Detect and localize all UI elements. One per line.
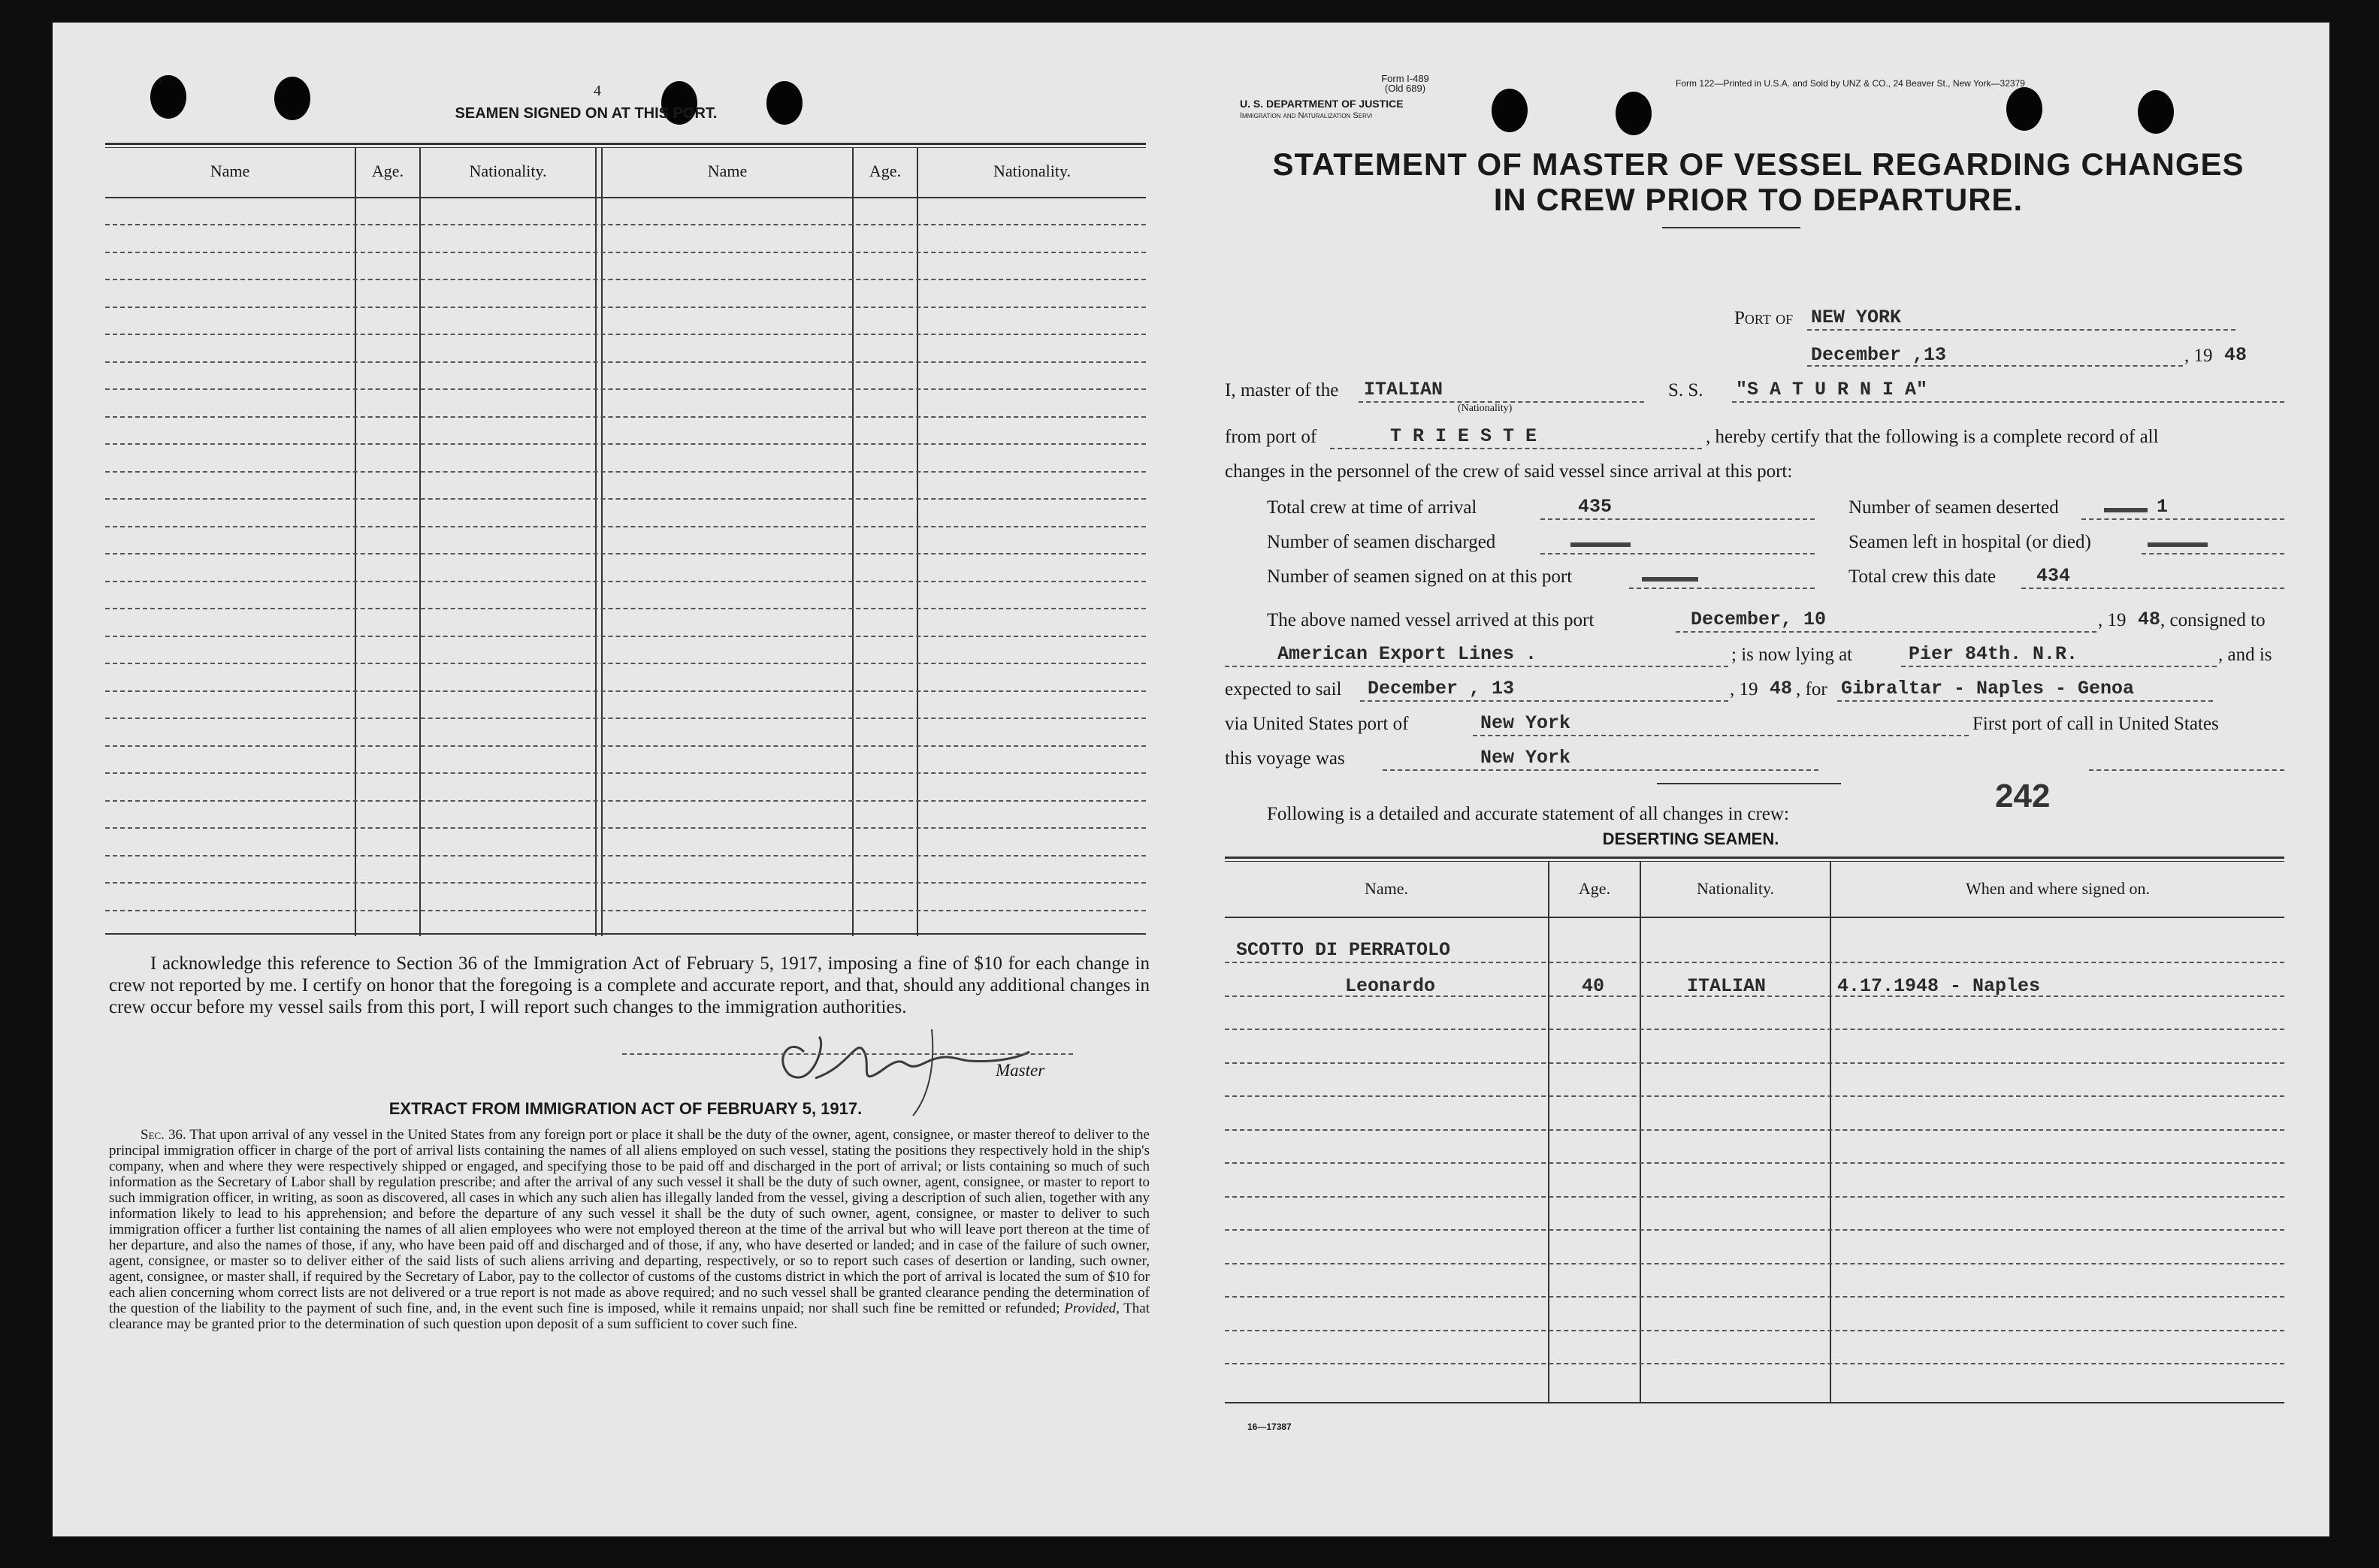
row-rule xyxy=(105,279,1146,280)
consignee: American Export Lines . xyxy=(1277,643,1537,665)
row-rule xyxy=(105,498,1146,500)
row-rule xyxy=(1225,1330,2284,1331)
strike-out xyxy=(2148,542,2208,547)
seaman-surname: SCOTTO DI PERRATOLO xyxy=(1236,939,1451,961)
row-rule xyxy=(105,772,1146,774)
row-rule xyxy=(1225,1363,2284,1364)
consigned-label: , consigned to xyxy=(2160,610,2266,630)
hospital-label: Seamen left in hospital (or died) xyxy=(1848,532,2091,552)
row-rule xyxy=(105,745,1146,747)
deserted-value: 1 xyxy=(2157,496,2169,518)
row-rule xyxy=(1225,1095,2284,1097)
ship-name: "S A T U R N I A" xyxy=(1736,379,1928,400)
total-date-label: Total crew this date xyxy=(1848,566,1997,587)
expected-date: December , 13 xyxy=(1368,678,1515,699)
arrived-year: 48 xyxy=(2138,609,2161,630)
column-header: Age. xyxy=(869,162,902,180)
column-header: Nationality. xyxy=(469,162,547,180)
column-header: Nationality. xyxy=(1696,879,1775,898)
row-rule xyxy=(105,443,1146,445)
signed-on-label: Number of seamen signed on at this port xyxy=(1267,566,1573,587)
master-label: Master xyxy=(996,1061,1045,1080)
port-value: NEW YORK xyxy=(1811,307,1902,328)
row-rule xyxy=(105,608,1146,609)
column-header: When and where signed on. xyxy=(1966,879,2150,898)
arrived-year-prefix: , 19 xyxy=(2098,610,2127,630)
row-rule xyxy=(105,252,1146,253)
following-text: Following is a detailed and accurate statement of all changes in crew: xyxy=(1267,804,1789,824)
printer-note: Form 122—Printed in U.S.A. and Sold by UNZ & CO., 24 Beaver St., New York—32379 xyxy=(1676,78,2025,89)
row-rule xyxy=(105,361,1146,363)
row-rule xyxy=(1225,1296,2284,1298)
row-rule xyxy=(1225,1062,2284,1064)
arrived-label: The above named vessel arrived at this port xyxy=(1267,610,1595,630)
nationality-caption: (Nationality) xyxy=(1458,403,1513,414)
expected-year-prefix: , 19 xyxy=(1730,679,1758,699)
changes-text: changes in the personnel of the crew of said vessel since arrival at this port: xyxy=(1225,461,1793,482)
punch-hole xyxy=(150,75,186,119)
for-label: , for xyxy=(1796,679,1827,699)
from-port-value: T R I E S T E xyxy=(1390,425,1537,447)
seaman-nationality: ITALIAN xyxy=(1687,975,1767,997)
punch-hole xyxy=(1616,92,1652,135)
deserting-title: DESERTING SEAMEN. xyxy=(1602,829,1779,848)
column-header: Nationality. xyxy=(993,162,1072,180)
row-rule xyxy=(1225,962,2284,963)
strike-out xyxy=(1642,577,1698,582)
row-rule xyxy=(105,334,1146,335)
row-rule xyxy=(1225,1162,2284,1164)
row-rule xyxy=(105,307,1146,308)
row-rule xyxy=(105,882,1146,884)
row-rule xyxy=(105,416,1146,418)
voyage-label: this voyage was xyxy=(1225,748,1345,769)
total-date-value: 434 xyxy=(2036,565,2071,587)
column-header: Name xyxy=(210,162,250,180)
lying-label: ; is now lying at xyxy=(1731,645,1853,665)
row-rule xyxy=(105,690,1146,692)
arrived-date: December, 10 xyxy=(1691,609,1827,630)
acknowledgment-text: I acknowledge this reference to Section 36 of the Immigration Act of February 5, 1917, imposing a fine of $10 for each change in crew not reported by me. I certify on honor that the foregoing is a complete and accurate report, and that, should any additional changes in crew occur before my vessel sails from this port, I will report such changes to the immigration authorities. xyxy=(109,953,1150,1017)
expected-label: expected to sail xyxy=(1225,679,1342,699)
strike-out xyxy=(1570,542,1631,547)
department: U. S. DEPARTMENT OF JUSTICE xyxy=(1240,98,1404,110)
form-title-line2: IN CREW PRIOR TO DEPARTURE. xyxy=(1493,182,2024,217)
row-rule xyxy=(105,636,1146,637)
row-rule xyxy=(105,663,1146,664)
port-label: Port of xyxy=(1734,308,1794,328)
ss-label: S. S. xyxy=(1668,380,1703,400)
destinations: Gibraltar - Naples - Genoa xyxy=(1841,678,2135,699)
punch-hole xyxy=(2138,90,2174,134)
seaman-signed-on: 4.17.1948 - Naples xyxy=(1837,975,2041,997)
extract-text: Sec. 36. That upon arrival of any vessel in the United States from any foreign port or place it shall be the duty of the owner, agent, consignee, or master thereof to deliver to the principal immigration officer in charge of the port of arrival lists containing the names of all aliens employed on such vessel, stating the positions they respectively hold in the ship's company, when and where they were respectively shipped or engaged, and specifying those to be paid off and discharged in the port of arrival; or lists containing so much of such information as the Secretary of Labor shall by regulation prescribe; and after the arrival of any such vessel it shall be the duty of such owner, agent, consignee, or master to report to such immigration officer, in writing, as soon as discovered, all cases in which any such alien has illegally landed from the vessel, giving a description of such alien, together with any information likely to lead to his apprehension; and before the departure of any such vessel it shall be the duty of such owner, agent, consignee, or master to deliver to such immigration officer a further list containing the names of all alien employees who were not employed thereon at the time of the arrival but who will leave port thereon at the time of her departure, and also the names of those, if any, who have been paid off and discharged and of those, if any, who have deserted or landed; and in case of the failure of such owner, agent, consignee, or master so to deliver either of the said lists of such aliens arriving and departing, respectively, or so to report such cases of desertion or landing, such owner, agent, consignee, or master shall, if required by the Secretary of Labor, pay to the collector of customs of the customs district in which the port of arrival is located the sum of $10 for each alien concerning whom correct lists are not delivered or a true report is not made as above required; and no such vessel shall be granted clearance pending the determination of the question of the liability to the payment of such fine, and, in the event such fine is imposed, while it remains unpaid; nor shall such fine be remitted or refunded; Provided, That clearance may be granted prior to the determination of such question upon deposit of a sum sufficient to cover such fine. xyxy=(109,1127,1150,1332)
extract-title: EXTRACT FROM IMMIGRATION ACT OF FEBRUARY 5, 1917. xyxy=(388,1099,863,1118)
document-page xyxy=(53,23,2329,1536)
page-number: 4 xyxy=(594,83,601,99)
row-rule xyxy=(105,827,1146,829)
punch-hole xyxy=(274,77,310,120)
certify-text: , hereby certify that the following is a complete record of all xyxy=(1706,427,2159,447)
via-port: New York xyxy=(1480,712,1571,734)
stamp-number: 242 xyxy=(1995,778,2051,814)
signed-on-title: SEAMEN SIGNED ON AT THIS PORT. xyxy=(455,105,718,122)
row-rule xyxy=(1225,1129,2284,1131)
row-rule xyxy=(105,553,1146,554)
punch-hole xyxy=(1492,89,1528,132)
first-port-label: First port of call in United States xyxy=(1972,714,2219,734)
row-rule xyxy=(105,855,1146,857)
row-rule xyxy=(1225,1263,2284,1264)
lying-at: Pier 84th. N.R. xyxy=(1909,643,2078,665)
date-value: December ,13 xyxy=(1811,344,1947,366)
column-header: Age. xyxy=(371,162,404,180)
row-rule xyxy=(105,581,1146,582)
column-header: Age. xyxy=(1578,879,1611,898)
row-rule xyxy=(105,388,1146,390)
punch-hole xyxy=(2006,87,2042,131)
row-rule xyxy=(105,224,1146,225)
total-arrival-value: 435 xyxy=(1578,496,1613,518)
row-rule xyxy=(1225,1229,2284,1231)
and-is-label: , and is xyxy=(2218,645,2272,665)
column-header: Name. xyxy=(1364,879,1409,898)
row-rule xyxy=(105,718,1146,719)
form-number-block: Form I-489 (Old 689) xyxy=(1381,73,1429,94)
from-port-label: from port of xyxy=(1225,427,1317,447)
via-label: via United States port of xyxy=(1225,714,1409,734)
expected-year: 48 xyxy=(1770,678,1793,699)
row-rule xyxy=(105,800,1146,802)
total-arrival-label: Total crew at time of arrival xyxy=(1267,497,1477,518)
deserted-label: Number of seamen deserted xyxy=(1848,497,2059,518)
strike-out xyxy=(2104,508,2148,512)
year-prefix: , 19 xyxy=(2184,346,2213,366)
row-rule xyxy=(105,910,1146,911)
row-rule xyxy=(105,526,1146,527)
voyage-port: New York xyxy=(1480,747,1571,769)
seaman-age: 40 xyxy=(1582,975,1605,997)
row-rule xyxy=(1225,1029,2284,1030)
column-header: Name xyxy=(707,162,748,180)
footer-code: 16—17387 xyxy=(1247,1421,1292,1432)
service: Immigration and Naturalization Servi xyxy=(1240,111,1373,120)
nationality-value: ITALIAN xyxy=(1364,379,1443,400)
form-title-line1: STATEMENT OF MASTER OF VESSEL REGARDING CHANGES xyxy=(1272,147,2244,182)
row-rule xyxy=(105,471,1146,473)
row-rule xyxy=(1225,1196,2284,1198)
discharged-label: Number of seamen discharged xyxy=(1267,532,1496,552)
master-of-the-label: I, master of the xyxy=(1225,380,1339,400)
seaman-given-name: Leonardo xyxy=(1345,975,1436,997)
year-value: 48 xyxy=(2224,344,2248,366)
